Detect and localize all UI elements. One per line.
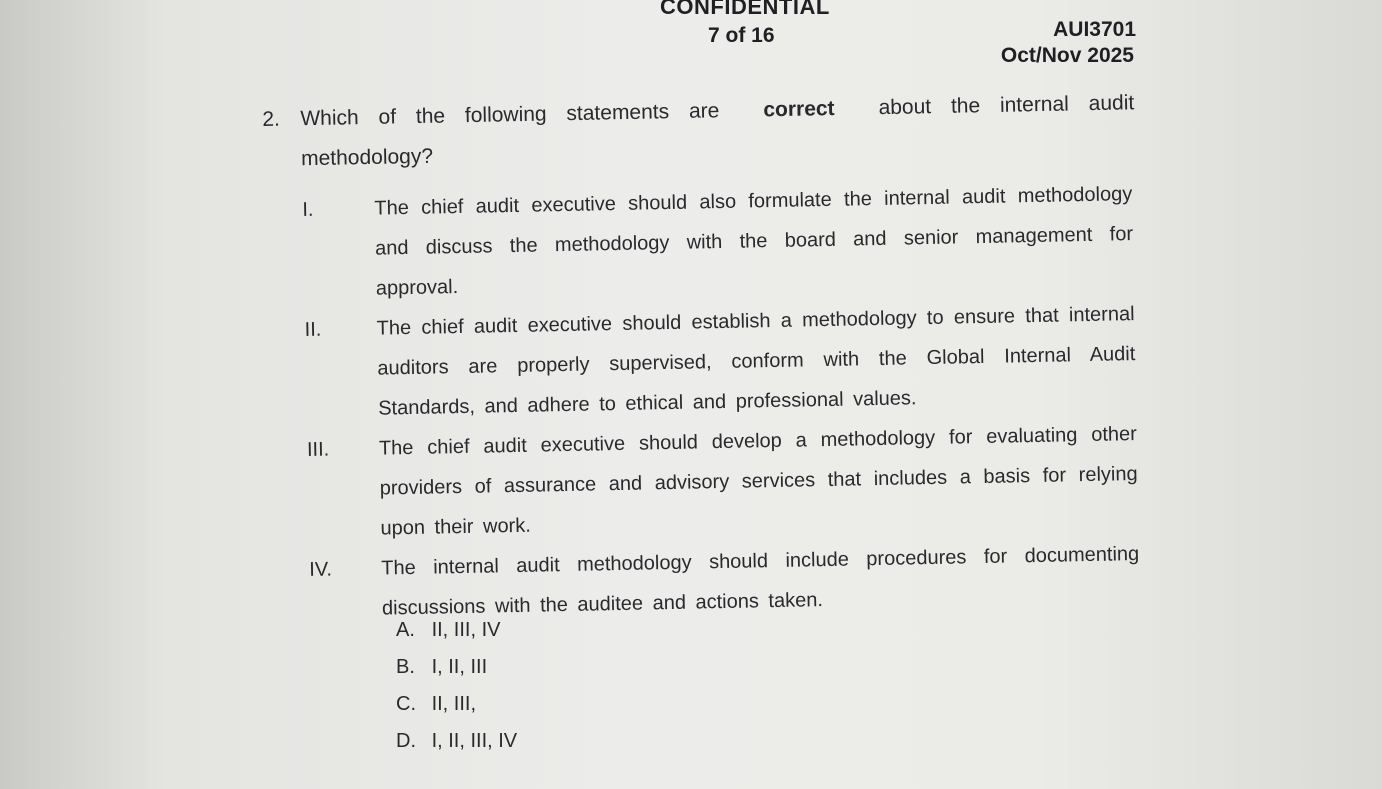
statement-item [307, 414, 1139, 550]
statement-text: The chief audit executive should also formulate the internal audit methodology and discuss the methodology with the board and senior management for approval. [374, 183, 1134, 300]
option-text: II, III, [431, 693, 477, 715]
statement-item [302, 174, 1134, 310]
statement-numeral: I. [302, 198, 314, 221]
question-text-after: about the internal audit [878, 91, 1135, 120]
option-text: II, III, IV [431, 619, 501, 641]
option-letter: C. [396, 693, 416, 715]
exam-page [230, 0, 1150, 789]
statement-numeral: III. [306, 438, 330, 461]
option-d[interactable] [396, 723, 517, 760]
option-c[interactable] [396, 686, 517, 723]
question-number: 2. [262, 107, 281, 131]
option-letter: D. [396, 730, 416, 752]
statement-text: The internal audit methodology should include procedures for documenting discussions with the auditee and actions taken. [381, 542, 1140, 620]
option-letter: A. [396, 619, 415, 641]
question-line-2: methodology? [300, 144, 434, 171]
statement-text: The chief audit executive should develop a methodology for evaluating other providers of assurance and advisory services that includes a basis for relying upon their work. [378, 423, 1138, 540]
option-text: I, II, III, IV [431, 730, 518, 752]
question-emphasis: correct [763, 97, 835, 122]
module-code: AUI3701 [1053, 18, 1136, 41]
question-stem [262, 83, 1135, 180]
statement-list [302, 174, 1140, 630]
statement-numeral: II. [304, 318, 322, 341]
option-text: I, II, III [431, 656, 488, 678]
answer-options [396, 612, 517, 760]
statement-text: The chief audit executive should establish a methodology to ensure that internal auditors are properly supervised, conform with the Global Internal Audit Standards, and adhere to ethical and professional values. [376, 303, 1136, 420]
statement-numeral: IV. [309, 558, 333, 581]
confidential-label: CONFIDENTIAL [660, 0, 830, 19]
statement-item [304, 294, 1136, 430]
option-a[interactable] [396, 612, 517, 649]
page-number: 7 of 16 [708, 24, 775, 47]
exam-session: Oct/Nov 2025 [1000, 44, 1134, 67]
question-text-before: Which of the following statements are [300, 99, 720, 131]
option-b[interactable] [396, 649, 517, 686]
option-letter: B. [396, 656, 415, 678]
